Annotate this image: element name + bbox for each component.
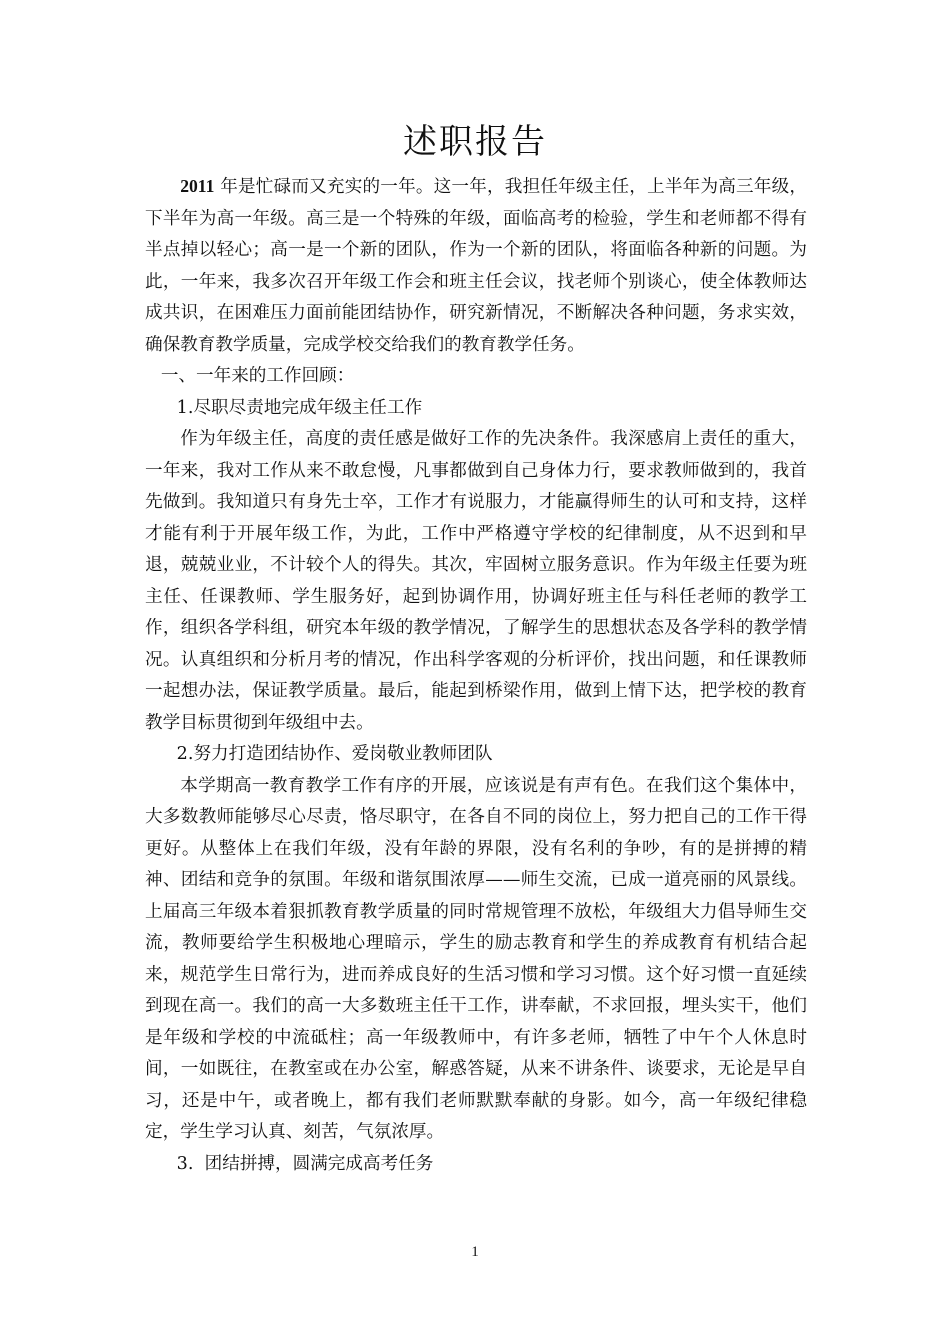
- page-number: 1: [471, 1244, 479, 1260]
- intro-year: 2011: [180, 176, 215, 196]
- heading-work-review: 一、一年来的工作回顾：: [160, 366, 355, 386]
- document-body: [145, 171, 807, 1180]
- intro-text: 年是忙碌而又充实的一年。这一年，我担任年级主任，上半年为高三年级，下半年为高一年级。高三是一个特殊的年级，面临高考的检验，学生和老师都不得有半点掉以轻心；高一是一个新的团队，作为一个新的团队，将面临各种新的问题。为此，一年来，我多次召开年级工作会和班主任会议，找老师个别谈心，使全体教师达成共识，在困难压力面前能团结协作，研究新情况，不断解决各种问题，务求实效，确保教育教学质量，完成学校交给我们的教育教学任务。: [145, 177, 807, 355]
- section-2-paragraph: 本学期高一教育教学工作有序的开展，应该说是有声有色。在我们这个集体中，大多数教师能够尽心尽责，恪尽职守，在各自不同的岗位上，努力把自己的工作干得更好。从整体上在我们年级，没有年龄的界限，没有名利的争吵，有的是拼搏的精神、团结和竞争的氛围。年级和谐氛围浓厚——师生交流，已成一道亮丽的风景线。上届高三年级本着狠抓教育教学质量的同时常规管理不放松，年级组大力倡导师生交流，教师要给学生积极地心理暗示，学生的励志教育和学生的养成教育有机结合起来，规范学生日常行为，进而养成良好的生活习惯和学习习惯。这个好习惯一直延续到现在高一。我们的高一大多数班主任干工作，讲奉献，不求回报，埋头实干，他们是年级和学校的中流砥柱；高一年级教师中，有许多老师，牺牲了中午个人休息时间，一如既往，在教室或在办公室，解惑答疑，从来不讲条件、谈要求，无论是早自习，还是中午，或者晚上，都有我们老师默默奉献的身影。如今，高一年级纪律稳定，学生学习认真、刻苦，气氛浓厚。: [145, 775, 807, 1142]
- section-2-title: 2.努力打造团结协作、爱岗敬业教师团队: [176, 744, 493, 764]
- document-title: 述职报告: [403, 122, 547, 162]
- section-3-title: 3. 团结拼搏，圆满完成高考任务: [176, 1153, 434, 1174]
- section-1-paragraph: 作为年级主任，高度的责任感是做好工作的先决条件。我深感肩上责任的重大，一年来，我对工作从来不敢怠慢，凡事都做到自己身体力行，要求教师做到的，我首先做到。我知道只有身先士卒，工作才有说服力，才能赢得师生的认可和支持，这样才能有利于开展年级工作，为此，工作中严格遵守学校的纪律制度，从不迟到和早退，兢兢业业，不计较个人的得失。其次，牢固树立服务意识。作为年级主任要为班主任、任课教师、学生服务好，起到协调作用，协调好班主任与科任老师的教学工作，组织各学科组，研究本年级的教学情况，了解学生的思想状态及各学科的教学情况。认真组织和分析月考的情况，作出科学客观的分析评价，找出问题，和任课教师一起想办法，保证教学质量。最后，能起到桥梁作用，做到上情下达，把学校的教育教学目标贯彻到年级组中去。: [145, 429, 807, 733]
- intro-paragraph: [145, 171, 807, 361]
- section-1-title: 1.尽职尽责地完成年级主任工作: [176, 397, 423, 418]
